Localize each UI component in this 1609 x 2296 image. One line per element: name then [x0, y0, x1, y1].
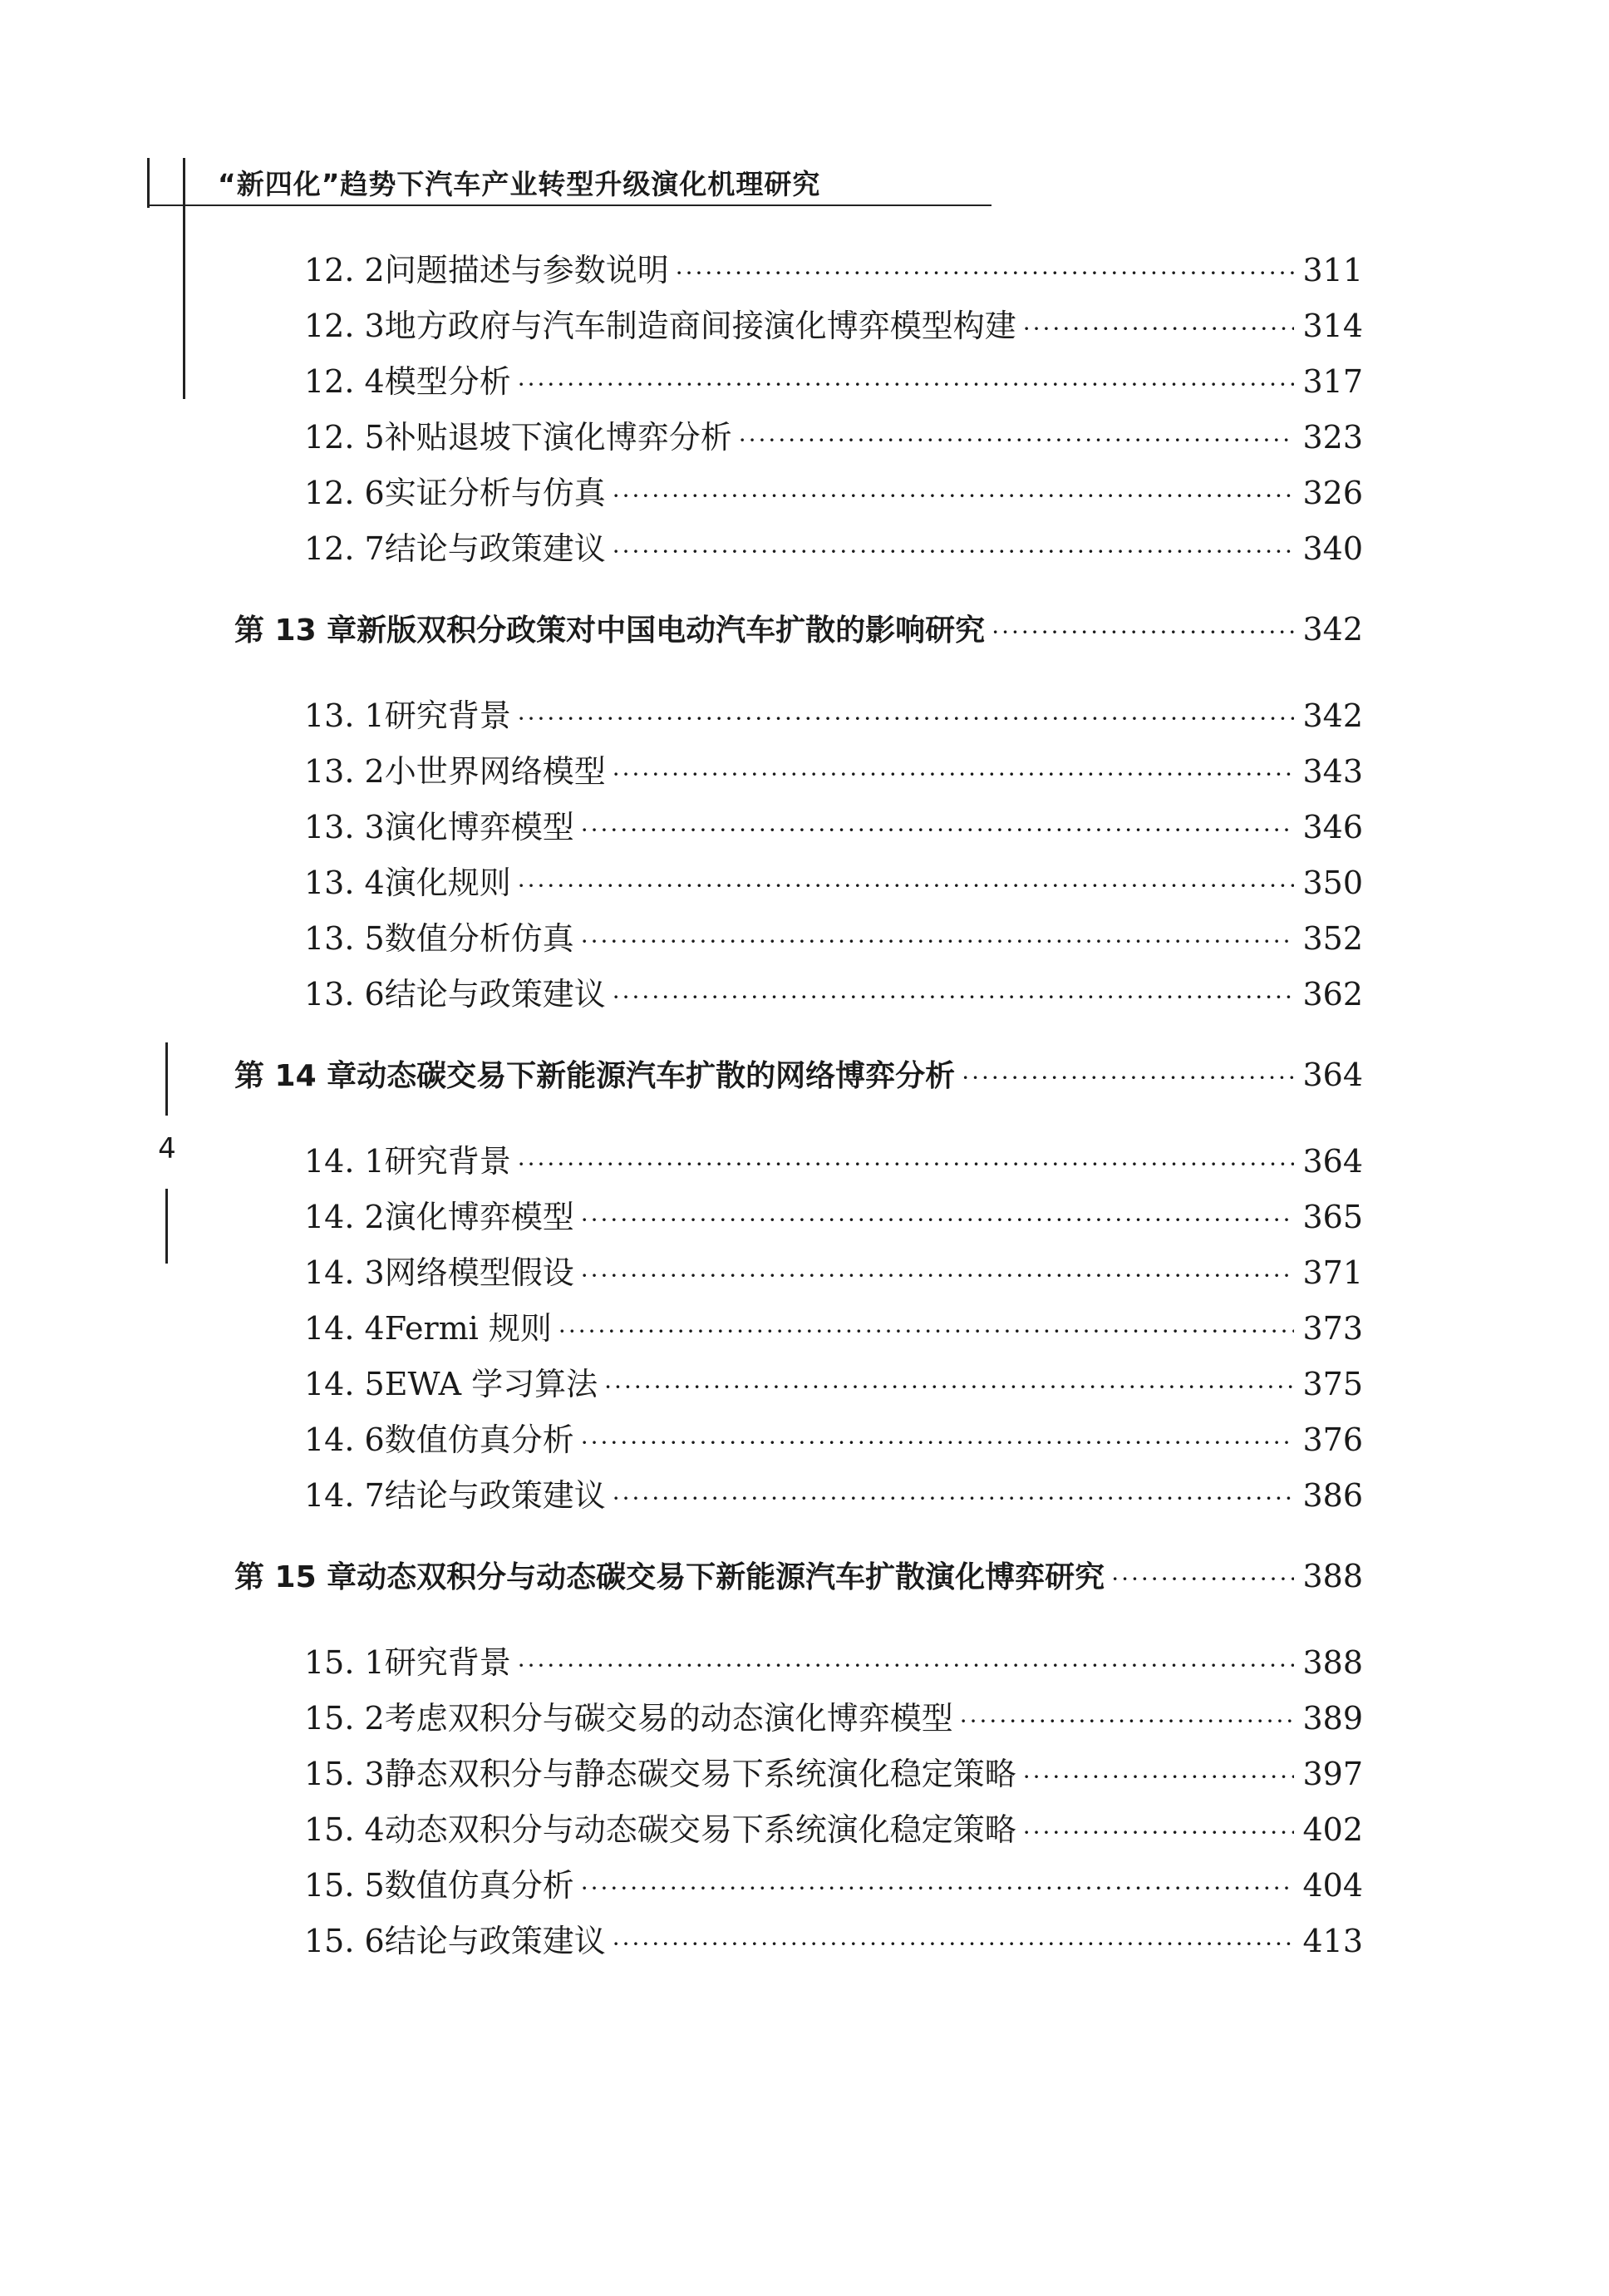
chapter-number: 第 15 章 [234, 1560, 357, 1594]
section-number: 14. 7 [304, 1477, 385, 1514]
running-header-title: “新四化”趋势下汽车产业转型升级演化机理研究 [218, 168, 821, 200]
section-page: 326 [1302, 475, 1363, 511]
dot-leader [581, 1262, 1295, 1289]
chapter-page: 342 [1302, 611, 1363, 648]
margin-rule-top [165, 1042, 168, 1116]
toc-entry-13-6[interactable] [304, 968, 1363, 1022]
toc-entry-12-5[interactable] [304, 411, 1363, 465]
toc-entry-14-5[interactable] [304, 1358, 1363, 1412]
chapter-title: 动态碳交易下新能源汽车扩散的网络博弈分析 [357, 1059, 956, 1093]
dot-leader [1023, 315, 1295, 342]
dot-leader [1111, 1565, 1294, 1593]
dot-leader [613, 983, 1295, 1011]
dot-leader [581, 816, 1295, 844]
dot-leader [739, 426, 1295, 454]
section-page: 311 [1302, 252, 1363, 288]
section-page: 317 [1302, 363, 1363, 400]
section-page: 362 [1302, 976, 1363, 1013]
section-number: 12. 5 [304, 419, 385, 456]
toc-entry-15-5[interactable] [304, 1860, 1363, 1913]
dot-leader [991, 618, 1294, 646]
section-title: 演化规则 [384, 865, 511, 901]
section-title: 考虑双积分与碳交易的动态演化博弈模型 [384, 1700, 953, 1737]
section-page: 364 [1302, 1143, 1363, 1180]
section-title: 结论与政策建议 [384, 530, 606, 567]
chapter-title: 新版双积分政策对中国电动汽车扩散的影响研究 [357, 613, 986, 648]
section-page: 376 [1302, 1421, 1363, 1458]
toc-entry-12-6[interactable] [304, 467, 1363, 520]
section-page: 404 [1302, 1867, 1363, 1904]
dot-leader [518, 872, 1295, 899]
section-title: 研究背景 [384, 1644, 511, 1681]
section-title: 小世界网络模型 [384, 753, 606, 790]
section-number: 15. 2 [304, 1700, 385, 1737]
dot-leader [518, 1652, 1295, 1679]
section-page: 397 [1302, 1756, 1363, 1792]
section-number: 12. 4 [304, 363, 385, 400]
section-page: 371 [1302, 1254, 1363, 1291]
dot-leader [613, 761, 1295, 788]
section-number: 14. 6 [304, 1421, 385, 1458]
dot-leader [1023, 1763, 1295, 1791]
section-page: 375 [1302, 1366, 1363, 1402]
toc-entry-13-5[interactable] [304, 913, 1363, 966]
section-title: 结论与政策建议 [384, 976, 606, 1013]
section-title: Fermi 规则 [384, 1310, 552, 1347]
toc-entry-15-2[interactable] [304, 1692, 1363, 1746]
toc-entry-14-7[interactable] [304, 1470, 1363, 1523]
section-title: 动态双积分与动态碳交易下系统演化稳定策略 [384, 1811, 1016, 1848]
toc-entry-15-6[interactable] [304, 1915, 1363, 1968]
toc-entry-12-2[interactable] [304, 244, 1363, 298]
chapter-page: 388 [1302, 1558, 1363, 1594]
header-rule-horizontal [147, 204, 991, 206]
toc-entry-15-4[interactable] [304, 1804, 1363, 1857]
dot-leader [581, 1875, 1295, 1902]
toc-entry-13-2[interactable] [304, 746, 1363, 799]
dot-leader [613, 538, 1295, 565]
dot-leader [613, 1930, 1295, 1958]
dot-leader [558, 1318, 1295, 1345]
page-number: 4 [158, 1132, 176, 1165]
section-number: 15. 5 [304, 1867, 385, 1904]
section-number: 15. 1 [304, 1644, 385, 1681]
dot-leader [1023, 1819, 1295, 1846]
section-title: 研究背景 [384, 1143, 511, 1180]
section-title: 演化博弈模型 [384, 1199, 574, 1235]
dot-leader [604, 1373, 1294, 1401]
section-title: 数值仿真分析 [384, 1421, 574, 1458]
section-number: 14. 1 [304, 1143, 385, 1180]
dot-leader [581, 1206, 1295, 1234]
toc-entry-12-7[interactable] [304, 523, 1363, 576]
section-page: 373 [1302, 1310, 1363, 1347]
section-page: 342 [1302, 697, 1363, 734]
section-page: 365 [1302, 1199, 1363, 1235]
section-title: 数值分析仿真 [384, 920, 574, 957]
section-number: 13. 4 [304, 865, 385, 901]
toc-entry-12-4[interactable] [304, 356, 1363, 409]
toc-entry-12-3[interactable] [304, 300, 1363, 353]
dot-leader [960, 1707, 1295, 1735]
toc-entry-14-4[interactable] [304, 1303, 1363, 1356]
toc-entry-13-3[interactable] [304, 801, 1363, 855]
chapter-page: 364 [1302, 1057, 1363, 1093]
toc-entry-15-1[interactable] [304, 1637, 1363, 1690]
section-title: 结论与政策建议 [384, 1923, 606, 1959]
section-page: 386 [1302, 1477, 1363, 1514]
section-title: 补贴退坡下演化博弈分析 [384, 419, 732, 456]
section-title: 问题描述与参数说明 [384, 252, 669, 288]
section-number: 13. 1 [304, 697, 385, 734]
toc-chapter-14[interactable] [234, 1052, 1363, 1106]
section-page: 350 [1302, 865, 1363, 901]
section-title: 模型分析 [384, 363, 511, 400]
section-title: 网络模型假设 [384, 1254, 574, 1291]
section-title: 演化博弈模型 [384, 809, 574, 845]
dot-leader [581, 1429, 1295, 1456]
section-title: EWA 学习算法 [384, 1366, 598, 1402]
margin-rule-bottom [165, 1189, 168, 1264]
section-number: 14. 3 [304, 1254, 385, 1291]
dot-leader [581, 928, 1295, 955]
chapter-number: 第 13 章 [234, 613, 357, 648]
toc-entry-13-4[interactable] [304, 857, 1363, 910]
toc-entry-14-2[interactable] [304, 1191, 1363, 1244]
section-title: 地方政府与汽车制造商间接演化博弈模型构建 [384, 308, 1016, 344]
section-page: 402 [1302, 1811, 1363, 1848]
section-page: 340 [1302, 530, 1363, 567]
section-page: 323 [1302, 419, 1363, 456]
toc-chapter-15[interactable] [234, 1554, 1363, 1607]
section-page: 389 [1302, 1700, 1363, 1737]
header-rule-vertical-outer [147, 158, 150, 208]
section-page: 314 [1302, 308, 1363, 344]
section-title: 研究背景 [384, 697, 511, 734]
toc-entry-14-1[interactable] [304, 1136, 1363, 1189]
section-number: 15. 6 [304, 1923, 385, 1959]
dot-leader [613, 482, 1295, 510]
dot-leader [962, 1064, 1294, 1091]
section-number: 15. 3 [304, 1756, 385, 1792]
section-page: 413 [1302, 1923, 1363, 1959]
toc-entry-14-6[interactable] [304, 1414, 1363, 1467]
section-page: 346 [1302, 809, 1363, 845]
toc-entry-13-1[interactable] [304, 690, 1363, 743]
section-page: 388 [1302, 1644, 1363, 1681]
section-number: 14. 5 [304, 1366, 385, 1402]
toc-entry-15-3[interactable] [304, 1748, 1363, 1801]
section-page: 343 [1302, 753, 1363, 790]
toc-chapter-13[interactable] [234, 607, 1363, 660]
section-number: 12. 3 [304, 308, 385, 344]
section-title: 实证分析与仿真 [384, 475, 606, 511]
dot-leader [518, 1150, 1295, 1178]
dot-leader [676, 259, 1295, 287]
section-title: 数值仿真分析 [384, 1867, 574, 1904]
section-number: 15. 4 [304, 1811, 385, 1848]
section-number: 14. 4 [304, 1310, 385, 1347]
section-number: 12. 6 [304, 475, 385, 511]
section-number: 14. 2 [304, 1199, 385, 1235]
section-number: 13. 2 [304, 753, 385, 790]
section-number: 13. 3 [304, 809, 385, 845]
section-title: 静态双积分与静态碳交易下系统演化稳定策略 [384, 1756, 1016, 1792]
section-number: 12. 2 [304, 252, 385, 288]
section-title: 结论与政策建议 [384, 1477, 606, 1514]
section-number: 13. 6 [304, 976, 385, 1013]
toc-entry-14-3[interactable] [304, 1247, 1363, 1300]
section-page: 352 [1302, 920, 1363, 957]
header-rule-vertical-inner [183, 158, 185, 399]
dot-leader [518, 371, 1295, 398]
section-number: 13. 5 [304, 920, 385, 957]
chapter-number: 第 14 章 [234, 1059, 357, 1093]
chapter-title: 动态双积分与动态碳交易下新能源汽车扩散演化博弈研究 [357, 1560, 1105, 1594]
dot-leader [613, 1485, 1295, 1512]
dot-leader [518, 705, 1295, 732]
section-number: 12. 7 [304, 530, 385, 567]
